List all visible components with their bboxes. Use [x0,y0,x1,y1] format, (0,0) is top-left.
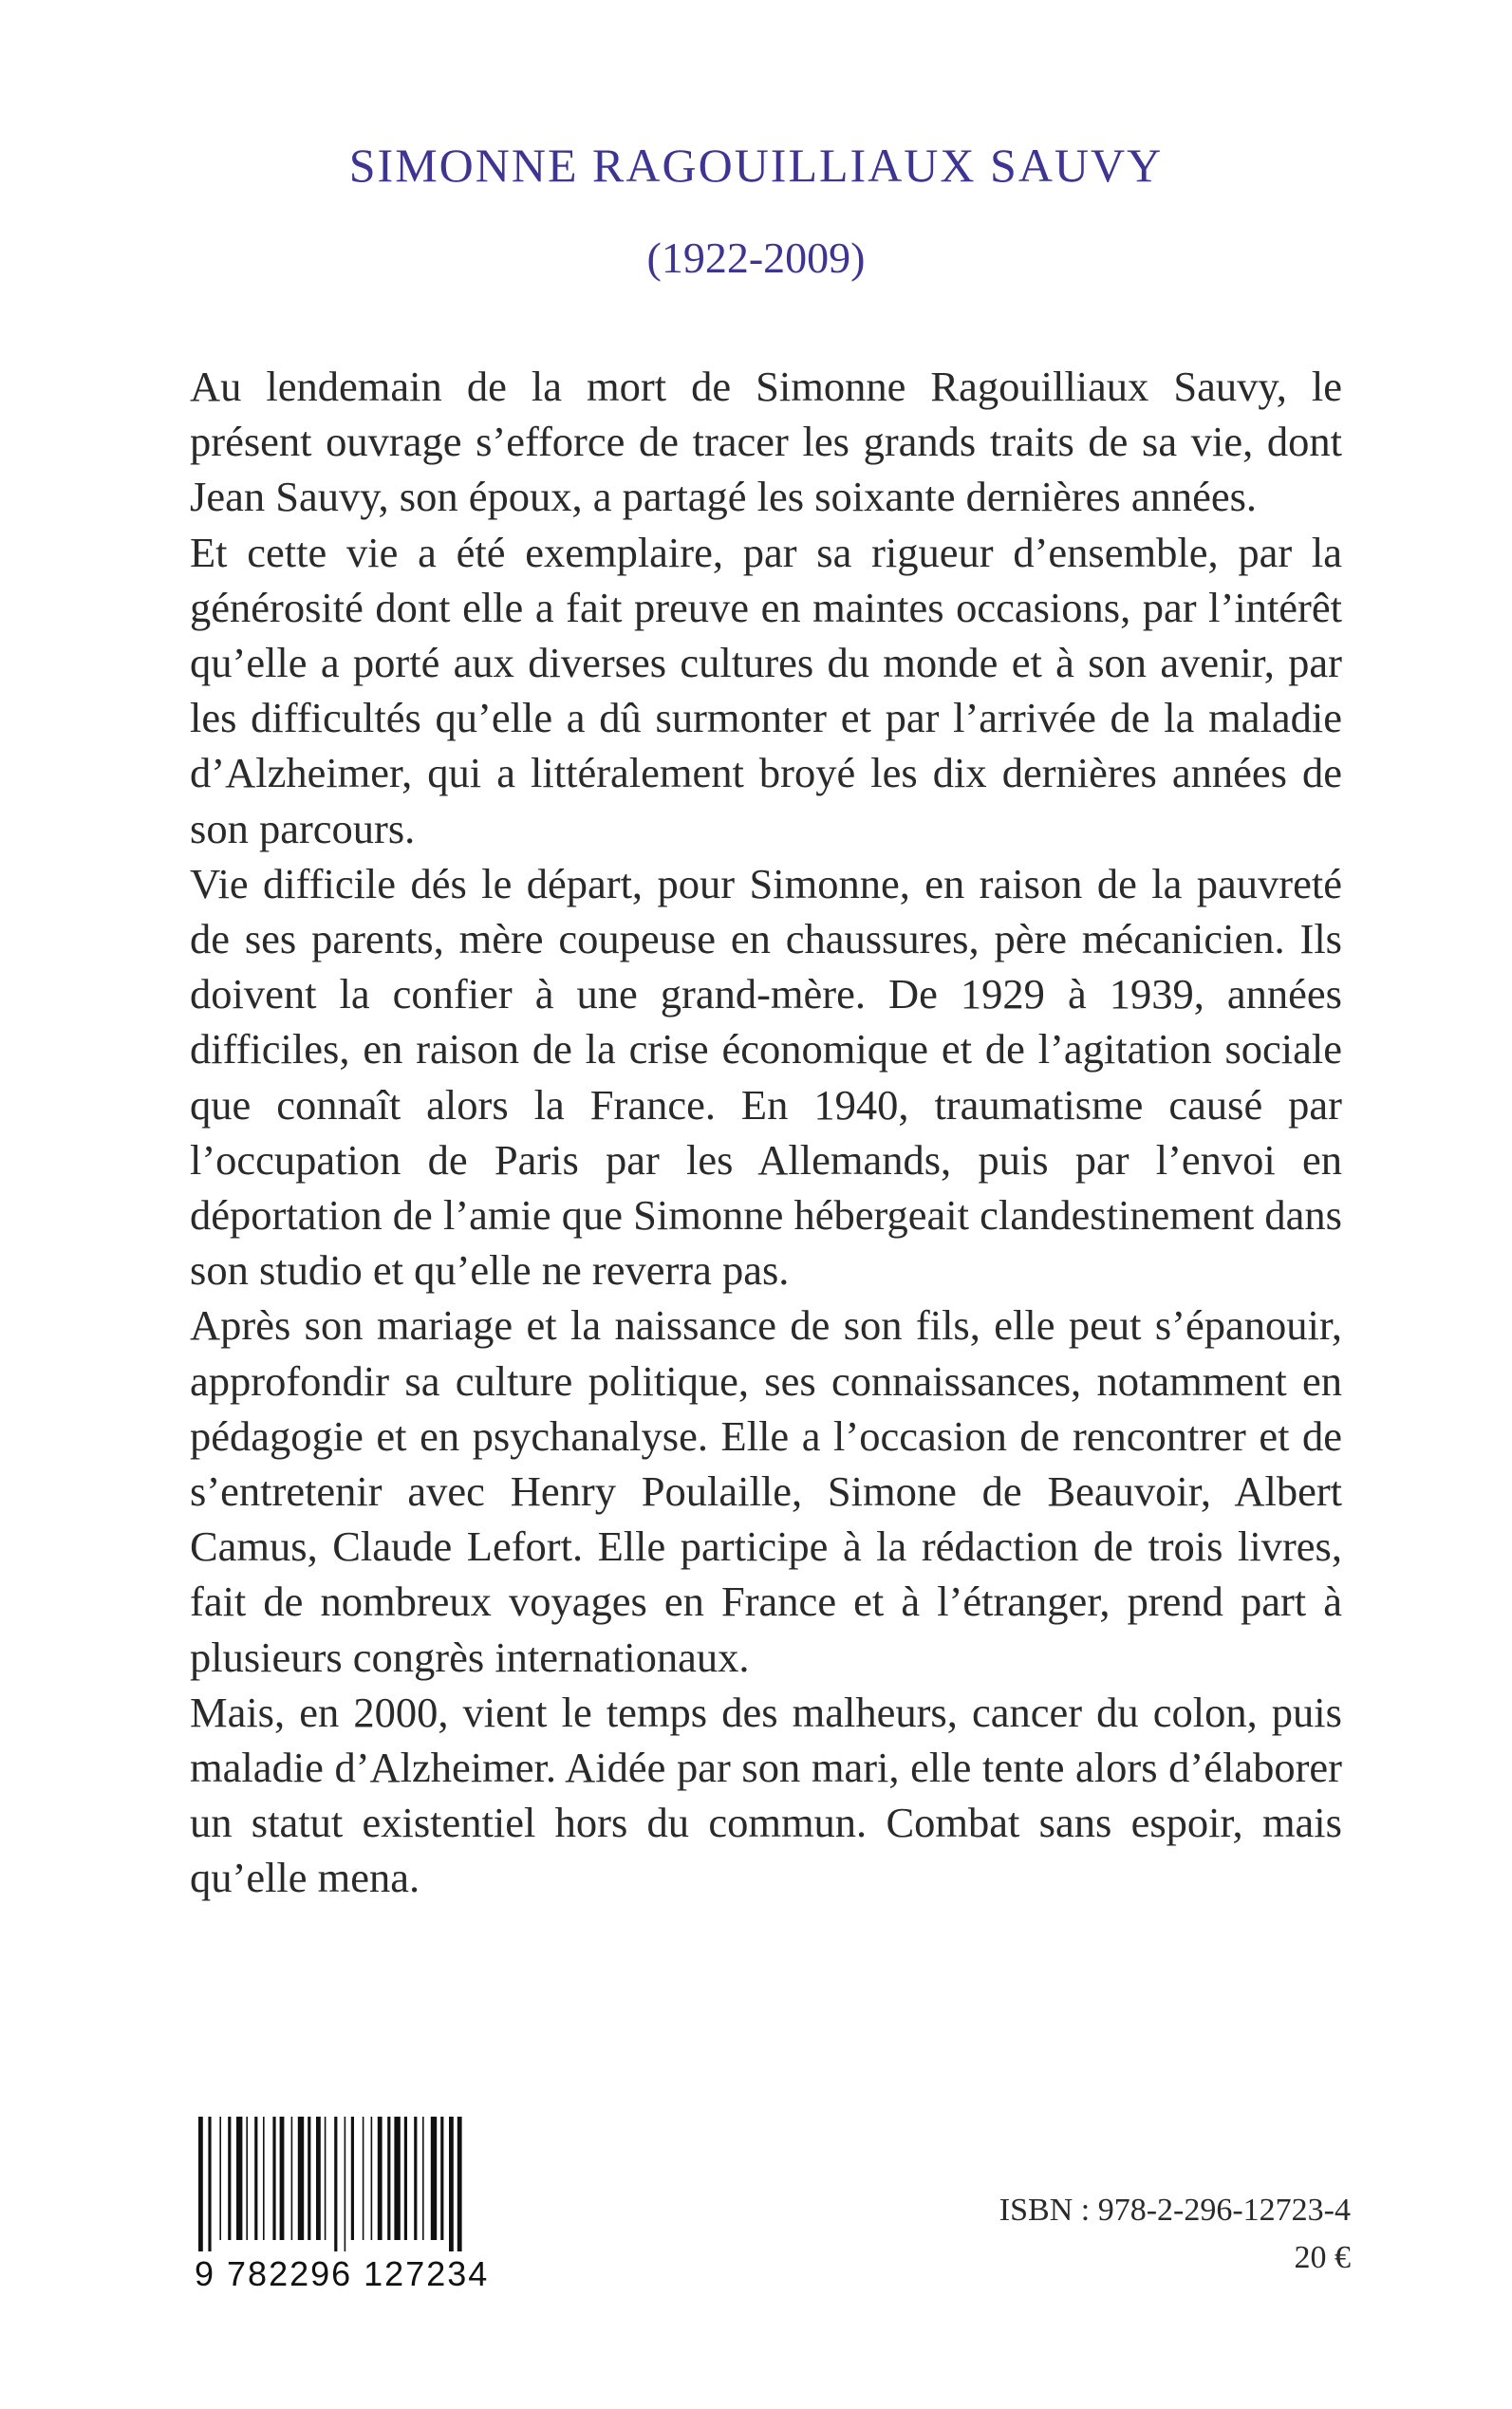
barcode-bar [387,2117,390,2240]
barcode-bar [254,2117,257,2240]
barcode-bar [208,2117,211,2251]
barcode-bar [422,2117,424,2240]
barcode-bar [449,2117,454,2251]
barcode-bar [404,2117,407,2240]
barcode-bar [298,2117,304,2240]
barcode-bar [316,2117,321,2240]
barcode-bar [325,2117,327,2240]
barcode-bar [431,2117,437,2240]
back-cover-blurb [190,359,1342,1906]
barcode-bar [457,2117,462,2251]
barcode-bar [363,2117,364,2240]
life-dates: (1922-2009) [646,233,866,282]
price: 20 € [1294,2240,1351,2275]
blurb-paragraph: Après son mariage et la naissance de son fils, elle peut s’épanouir, approfondir sa culture politique, ses connaissances, notamment en pédagogie et en psychanalyse. Elle a l’occasion de rencontrer et de s’entretenir avec Henry Poulaille, Simone de Beauvoir, Albert Camus, Claude Lefort. Elle participe à la rédaction de trois livres, fait de nombreux voyages en France et à l’étranger, prend part à plusieurs congrès internationaux. [190,1301,1342,1681]
blurb-paragraph: Au lendemain de la mort de Simonne Ragouilliaux Sauvy, le présent ouvrage s’efforce de tracer les grands traits de sa vie, dont Jean Sauvy, son époux, a partagé les soixante dernières années. [190,363,1342,521]
barcode-bar [228,2117,231,2240]
barcode-bar [351,2117,354,2240]
barcode-bar [345,2117,346,2251]
barcode-digits: 9 782296 127234 [195,2254,490,2293]
barcode-bar [371,2117,373,2240]
barcode-bar [308,2117,310,2240]
barcode-bar [291,2117,293,2240]
barcode-bar [272,2117,275,2240]
book-author-title: SIMONNE RAGOUILLIAUX SAUVY [348,139,1164,192]
barcode-bar [219,2117,221,2240]
blurb-paragraph: Mais, en 2000, vient le temps des malheurs, cancer du colon, puis maladie d’Alzheimer. Aidée par son mari, elle tente alors d’élaborer un statut existentiel hors du commun. Combat sans espoir, mais qu’elle mena. [190,1688,1342,1902]
isbn-number: ISBN : 978-2-296-12723-4 [999,2193,1351,2228]
barcode-image [195,2117,598,2251]
blurb-paragraph: Vie difficile dés le départ, pour Simonne, en raison de la pauvreté de ses parents, mère coupeuse en chaussures, père mécanicien. Ils doivent la confier à une grand-mère. De 1929 à 1939, années difficiles, en raison de la crise économique et de l’agitation sociale que connaît alors la France. En 1940, traumatisme causé par l’occupation de Paris par les Allemands, puis par l’envoi en déportation de l’amie que Simonne hébergeait clandestinement dans son studio et qu’elle ne reverra pas. [190,859,1342,1295]
barcode-bar [236,2117,242,2240]
barcode-bar [394,2117,400,2240]
barcode-bar [246,2117,248,2240]
barcode-bar [414,2117,417,2240]
barcode-bar [280,2117,285,2240]
barcode-bar [440,2117,443,2240]
barcode-bar [334,2117,337,2251]
barcode-bar [263,2117,265,2240]
barcode-bar [198,2117,203,2251]
blurb-paragraph: Et cette vie a été exemplaire, par sa rigueur d’ensemble, par la générosité dont elle a fait preuve en maintes occasions, par l’intérêt qu’elle a porté aux diverses cultures du monde et à son avenir, par les difficultés qu’elle a dû surmonter et par l’arrivée de la maladie d’Alzheimer, qui a littéralement broyé les dix dernières années de son parcours. [190,528,1342,852]
barcode-bar [378,2117,383,2240]
